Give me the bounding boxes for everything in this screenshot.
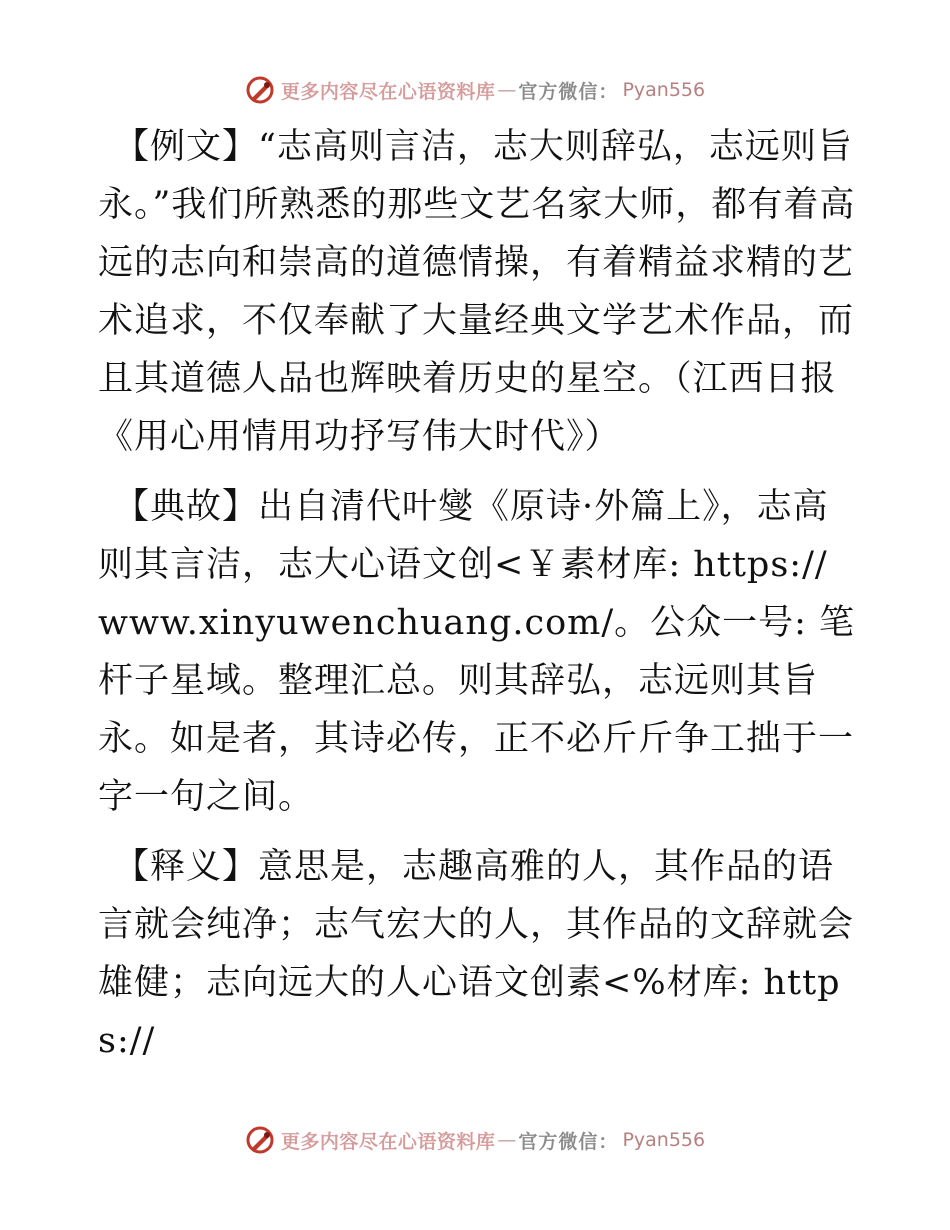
pen-logo-icon — [245, 75, 275, 105]
header-wechat-label: 官方微信： — [518, 80, 619, 103]
header-wechat-id: Pyan556 — [622, 79, 706, 101]
pen-logo-icon — [245, 1125, 275, 1155]
footer-banner — [0, 1120, 950, 1160]
footer-wechat-label: 官方微信： — [518, 1130, 619, 1153]
paragraph-allusion: 【典故】出自清代叶燮《原诗·外篇上》，志高则其言洁，志大心语文创<￥素材库: https://www.xinyuwenchuang.com/。公众一号: 笔杆子星域。整理汇总。则其辞弘，志远则其旨永。如是者，其诗必传，正不必斤斤争工拙于一字一句之间。 — [98, 487, 856, 817]
footer-main-text: 更多内容尽在心语资料库 — [280, 1130, 496, 1153]
paragraph-example: 【例文】“志高则言洁，志大则辞弘，志远则旨永。”我们所熟悉的那些文艺名家大师，都有着高远的志向和崇高的道德情操，有着精益求精的艺术追求，不仅奉献了大量经典文学艺术作品，而且其道德人品也辉映着历史的星空。（江西日报《用心用情用功抒写伟大时代》） — [98, 127, 856, 457]
document-body — [98, 118, 858, 1082]
paragraph-meaning: 【释义】意思是，志趣高雅的人，其作品的语言就会纯净；志气宏大的人，其作品的文辞就会雄健；志向远大的人心语文创素<%材库: https:// — [98, 847, 855, 1061]
header-separator: — — [497, 79, 517, 101]
header-banner — [0, 70, 950, 110]
footer-separator: — — [497, 1129, 517, 1151]
footer-wechat-id: Pyan556 — [622, 1129, 706, 1151]
header-main-text: 更多内容尽在心语资料库 — [280, 80, 496, 103]
